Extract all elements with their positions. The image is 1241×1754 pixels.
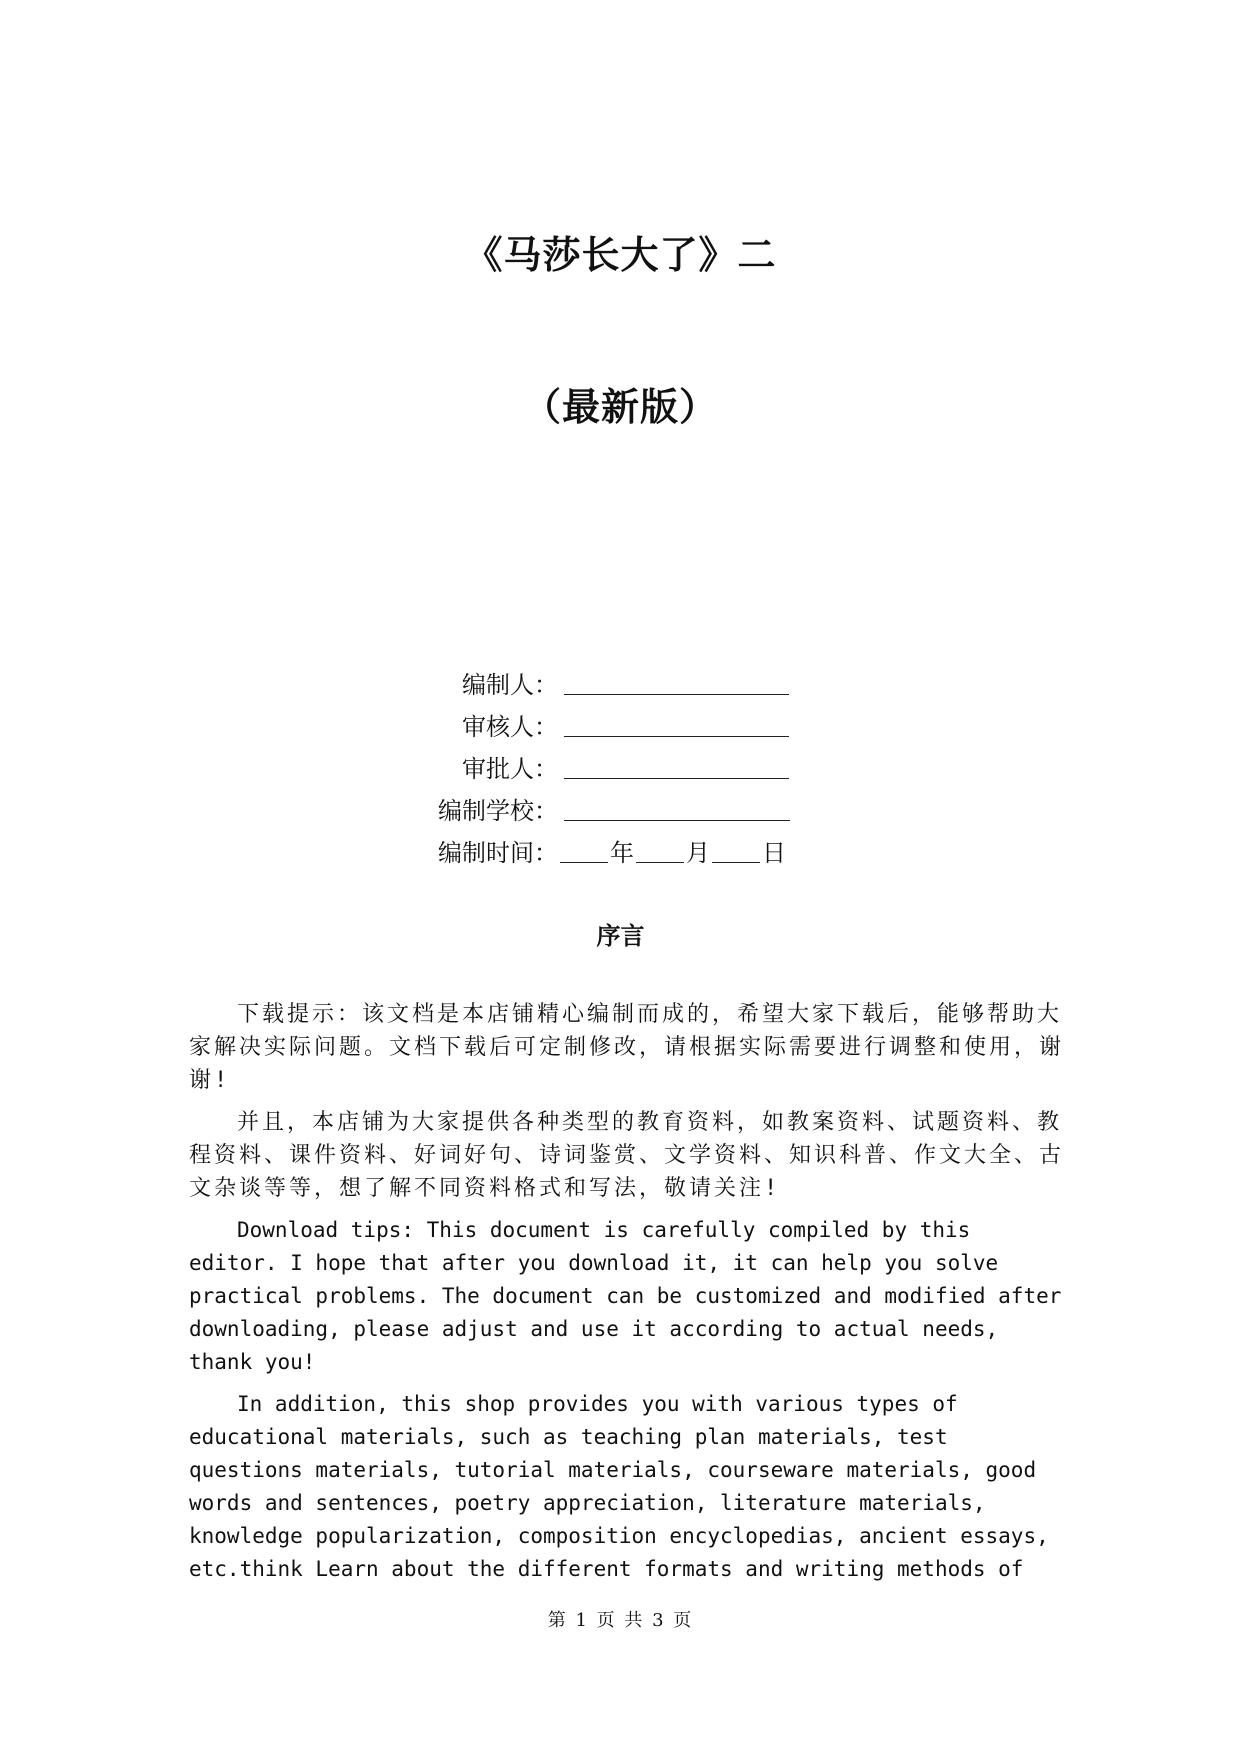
- approver-label: 审批人：: [462, 755, 558, 783]
- approver-row: [430, 748, 790, 790]
- school-blank-line: [564, 796, 790, 821]
- editor-blank-line: [564, 670, 789, 695]
- day-blank-line: [712, 838, 760, 863]
- paragraph-download-tip-en: Download tips: This document is carefully compiled by this editor. I hope that after you download it, it can help you solve practical problems. The document can be customized and modified after downloading, please adjust and use it according to actual needs, thank you!: [189, 1218, 1062, 1374]
- day-label: 日: [762, 839, 786, 867]
- page-number: 第 1 页 共 3 页: [547, 1610, 694, 1631]
- editor-label: 编制人：: [462, 671, 558, 699]
- school-row: [430, 790, 790, 832]
- document-title: 《马莎长大了》二: [464, 233, 777, 277]
- month-blank-line: [636, 838, 684, 863]
- school-label: 编制学校：: [438, 797, 558, 825]
- paragraph-materials-en: In addition, this shop provides you with various types of educational materials, such as teaching plan materials, test questions materials, tutorial materials, courseware materials, good words and sentences, poetry appreciation, literature materials, knowledge popularization, composition encyclopedias, ancient essays, etc.think Learn about the different formats and writing methods of: [189, 1392, 1049, 1581]
- edition-label: （最新版）: [522, 385, 718, 429]
- editor-row: [430, 664, 790, 706]
- paragraph-download-tip-cn: 下载提示：该文档是本店铺精心编制而成的，希望大家下载后，能够帮助大家解决实际问题。文档下载后可定制修改，请根据实际需要进行调整和使用，谢谢!: [189, 1002, 1065, 1093]
- approver-blank-line: [564, 754, 789, 779]
- reviewer-row: [430, 706, 790, 748]
- year-label: 年: [610, 839, 634, 867]
- preface-heading: 序言: [596, 922, 645, 950]
- month-label: 月: [686, 839, 710, 867]
- reviewer-blank-line: [564, 712, 789, 737]
- year-blank-line: [560, 838, 608, 863]
- preface-body: [189, 998, 1069, 1595]
- date-row: [430, 832, 790, 874]
- paragraph-materials-cn: 并且，本店铺为大家提供各种类型的教育资料，如教案资料、试题资料、教程资料、课件资料、好词好句、诗词鉴赏、文学资料、知识科普、作文大全、古文杂谈等等，想了解不同资料格式和写法，敬请关注!: [189, 1110, 1065, 1201]
- document-meta-block: [430, 664, 790, 874]
- reviewer-label: 审核人：: [462, 713, 558, 741]
- time-label: 编制时间：: [438, 839, 558, 867]
